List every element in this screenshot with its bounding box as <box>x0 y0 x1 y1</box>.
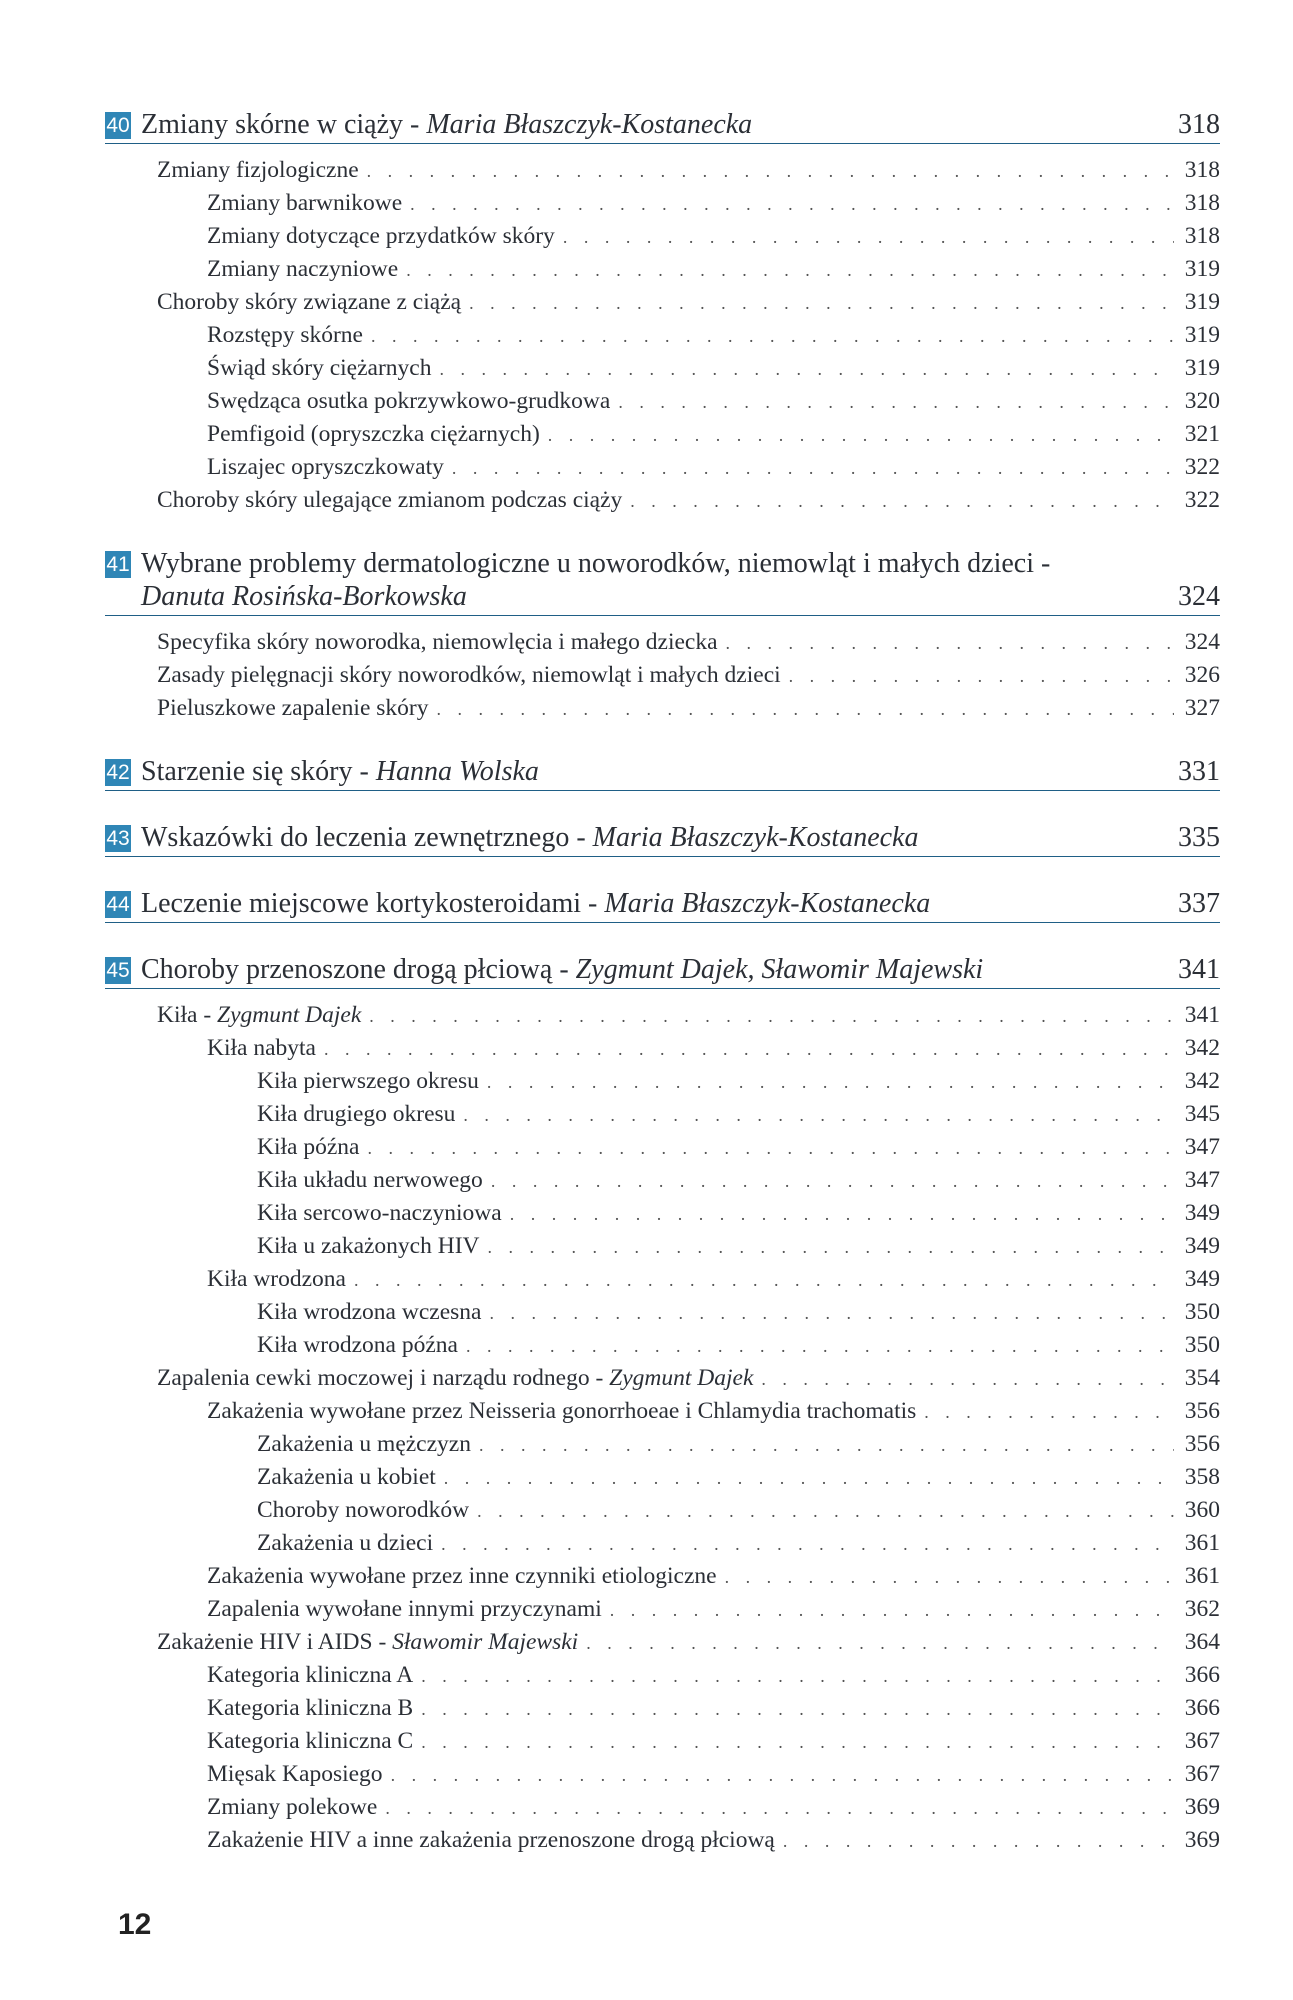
dot-leader <box>630 485 1174 518</box>
dot-leader <box>477 1495 1174 1528</box>
toc-entry-text: Pieluszkowe zapalenie skóry <box>157 695 429 721</box>
toc-entry-page: 322 <box>1184 454 1220 480</box>
toc-entry[interactable] <box>105 1527 1220 1560</box>
toc-entry-page: 362 <box>1184 1596 1220 1622</box>
toc-entry-text: Kiła u zakażonych HIV <box>257 1233 480 1259</box>
toc-entry[interactable] <box>105 187 1220 220</box>
chapter-title-text: Wskazówki do leczenia zewnętrznego - <box>141 822 593 853</box>
toc-entry-page: 360 <box>1184 1497 1220 1523</box>
toc-entry-page: 319 <box>1184 289 1220 315</box>
toc-entry-text: Liszajec opryszczkowaty <box>207 454 444 480</box>
dot-leader <box>610 1594 1174 1627</box>
toc-entry-page: 341 <box>1184 1002 1220 1028</box>
dot-leader <box>487 1066 1174 1099</box>
toc-entry[interactable] <box>105 1791 1220 1824</box>
chapter-title-text: Zmiany skórne w ciąży - <box>141 109 427 140</box>
toc-entry[interactable] <box>105 352 1220 385</box>
toc-entry-label <box>257 1098 455 1131</box>
toc-entry-label <box>207 418 540 451</box>
chapter-heading[interactable] <box>105 547 1220 616</box>
toc-entry-page: 342 <box>1184 1068 1220 1094</box>
toc-entry-label <box>207 451 444 484</box>
toc-entry-page: 320 <box>1184 388 1220 414</box>
dot-leader <box>391 1759 1174 1792</box>
toc-entry-page: 349 <box>1184 1266 1220 1292</box>
chapter-heading[interactable] <box>105 821 1220 857</box>
toc-entry-page: 366 <box>1184 1695 1220 1721</box>
toc-entry[interactable] <box>105 659 1220 692</box>
toc-entry-text: Zasady pielęgnacji skóry noworodków, niemowląt i małych dzieci <box>157 662 781 688</box>
toc-entry-text: Kiła układu nerwowego <box>257 1167 483 1193</box>
toc-entry-text: Zmiany naczyniowe <box>207 256 399 282</box>
chapter-40 <box>105 108 1220 517</box>
toc-entry-text: Choroby skóry ulegające zmianom podczas ciąży <box>157 487 623 513</box>
dot-leader <box>489 1297 1174 1330</box>
toc-entry-page: 349 <box>1184 1233 1220 1259</box>
toc-entry-text: Zapalenia cewki moczowej i narządu rodnego - <box>157 1365 610 1391</box>
chapter-title-text: Leczenie miejscowe kortykosteroidami - <box>141 888 605 919</box>
toc-entry-text: Pemfigoid (opryszczka ciężarnych) <box>207 421 540 447</box>
toc-entry-page: 349 <box>1184 1200 1220 1226</box>
dot-leader <box>479 1429 1174 1462</box>
toc-entry-label <box>207 220 555 253</box>
chapter-heading[interactable] <box>105 953 1220 989</box>
toc-entry-page: 366 <box>1184 1662 1220 1688</box>
toc-entry-page: 319 <box>1184 322 1220 348</box>
toc-entry-text: Zakażenia u mężczyzn <box>257 1431 471 1457</box>
toc-entry-text: Choroby skóry związane z ciążą <box>157 289 462 315</box>
toc-entry-text: Zapalenia wywołane innymi przyczynami <box>207 1596 602 1622</box>
toc-entry-page: 324 <box>1184 629 1220 655</box>
chapter-author: Hanna Wolska <box>375 756 539 787</box>
toc-entry-label <box>257 1131 359 1164</box>
toc-entry-label <box>157 154 359 187</box>
toc-entry-label <box>207 1560 717 1593</box>
toc-entry-page: 369 <box>1184 1794 1220 1820</box>
chapter-title-text: Wybrane problemy dermatologiczne u noworodków, niemowląt i małych dzieci - <box>141 548 1051 579</box>
toc-entry[interactable] <box>105 484 1220 517</box>
dot-leader <box>789 660 1174 693</box>
toc-entry-page: 356 <box>1184 1398 1220 1424</box>
dot-leader <box>436 693 1174 726</box>
toc-entry-label <box>257 1164 483 1197</box>
toc-entry-author: Zygmunt Dajek <box>609 1365 754 1391</box>
chapter-heading[interactable] <box>105 755 1220 791</box>
toc-entry-text: Kiła późna <box>257 1134 360 1160</box>
toc-entry-page: 319 <box>1184 256 1220 282</box>
chapter-page-number: 324 <box>1178 581 1220 612</box>
toc-entry[interactable] <box>105 1197 1220 1230</box>
toc-entry-text: Zmiany dotyczące przydatków skóry <box>207 223 555 249</box>
toc-entry-text: Zakażenie HIV i AIDS - <box>157 1629 393 1655</box>
dot-leader <box>783 1825 1174 1858</box>
toc-entry[interactable] <box>105 1263 1220 1296</box>
dot-leader <box>761 1363 1174 1396</box>
toc-entry-page: 318 <box>1184 157 1220 183</box>
chapter-42 <box>105 755 1220 791</box>
toc-entry[interactable] <box>105 1461 1220 1494</box>
chapter-page-number: 335 <box>1178 822 1220 853</box>
toc-entry[interactable] <box>105 1131 1220 1164</box>
toc-entry-text: Zmiany polekowe <box>207 1794 378 1820</box>
toc-entry-label <box>207 352 431 385</box>
toc-entry-text: Zmiany barwnikowe <box>207 190 403 216</box>
toc-entry-page: 356 <box>1184 1431 1220 1457</box>
dot-leader <box>421 1693 1174 1726</box>
toc-entry-label <box>157 999 361 1032</box>
toc-entry-label <box>207 319 363 352</box>
chapter-title <box>141 821 1220 854</box>
dot-leader <box>371 320 1174 353</box>
toc-entry[interactable] <box>105 692 1220 725</box>
chapter-author: Maria Błaszczyk-Kostanecka <box>604 888 931 919</box>
chapter-page-number: 341 <box>1178 954 1220 985</box>
chapter-title <box>141 887 1220 920</box>
toc-entry[interactable] <box>105 1032 1220 1065</box>
dot-leader <box>439 353 1174 386</box>
toc-entry[interactable] <box>105 1329 1220 1362</box>
chapter-entries <box>105 626 1220 725</box>
toc-entry-text: Zakażenie HIV a inne zakażenia przenoszone drogą płciową <box>207 1827 775 1853</box>
toc-entry-page: 350 <box>1184 1332 1220 1358</box>
toc-entry-text: Kiła wrodzona <box>207 1266 346 1292</box>
dot-leader <box>586 1627 1174 1660</box>
toc-entry[interactable] <box>105 1560 1220 1593</box>
dot-leader <box>441 1528 1174 1561</box>
toc-entry-page: 354 <box>1184 1365 1220 1391</box>
toc-entry-text: Rozstępy skórne <box>207 322 363 348</box>
dot-leader <box>618 386 1174 419</box>
toc-entry[interactable] <box>105 1626 1220 1659</box>
chapter-author: Zygmunt Dajek, Sławomir Majewski <box>575 954 984 985</box>
toc-entry-label <box>157 692 428 725</box>
toc-entry-label <box>207 1032 316 1065</box>
chapter-page-number: 337 <box>1178 888 1220 919</box>
page-number: 12 <box>118 1908 152 1941</box>
toc-entry-text: Kiła sercowo-naczyniowa <box>257 1200 502 1226</box>
chapter-44 <box>105 887 1220 923</box>
toc-entry-label <box>207 1593 602 1626</box>
toc-entry[interactable] <box>105 286 1220 319</box>
toc-entry[interactable] <box>105 385 1220 418</box>
toc-entry[interactable] <box>105 626 1220 659</box>
dot-leader <box>369 1000 1174 1033</box>
toc-entry[interactable] <box>105 1824 1220 1857</box>
toc-entry[interactable] <box>105 1164 1220 1197</box>
toc-entry-label <box>207 253 398 286</box>
dot-leader <box>510 1198 1174 1231</box>
toc-entry-text: Swędząca osutka pokrzywkowo-grudkowa <box>207 388 611 414</box>
toc-entry-page: 367 <box>1184 1761 1220 1787</box>
dot-leader <box>548 419 1174 452</box>
dot-leader <box>385 1792 1174 1825</box>
toc-entry-label <box>207 1791 377 1824</box>
dot-leader <box>488 1231 1174 1264</box>
toc-entry[interactable] <box>105 1692 1220 1725</box>
toc-entry[interactable] <box>105 1428 1220 1461</box>
dot-leader <box>324 1033 1174 1066</box>
toc-entry-label <box>157 626 718 659</box>
toc-entry[interactable] <box>105 253 1220 286</box>
toc-entry-page: 321 <box>1184 421 1220 447</box>
toc-entry-text: Kategoria kliniczna C <box>207 1728 414 1754</box>
chapter-heading[interactable] <box>105 887 1220 923</box>
toc-entry-text: Zakażenia u kobiet <box>257 1464 436 1490</box>
chapter-entries <box>105 999 1220 1857</box>
toc-entry-text: Zakażenia wywołane przez Neisseria gonorrhoeae i Chlamydia trachomatis <box>207 1398 917 1424</box>
toc-entry-label <box>207 385 610 418</box>
dot-leader <box>469 287 1174 320</box>
chapter-author: Danuta Rosińska-Borkowska <box>141 581 467 612</box>
toc-entry-page: 358 <box>1184 1464 1220 1490</box>
toc-entry-text: Zmiany fizjologiczne <box>157 157 359 183</box>
chapter-number-badge: 44 <box>106 893 130 916</box>
toc-entry-label <box>257 1428 471 1461</box>
toc-entry-label <box>157 1362 753 1395</box>
toc-entry-label <box>207 1659 413 1692</box>
chapter-41 <box>105 547 1220 725</box>
dot-leader <box>421 1726 1174 1759</box>
toc-entry-label <box>207 1692 413 1725</box>
toc-entry-text: Choroby noworodków <box>257 1497 470 1523</box>
toc-entry-author: Zygmunt Dajek <box>217 1002 362 1028</box>
chapter-title-text: Choroby przenoszone drogą płciową - <box>141 954 576 985</box>
chapter-number-badge: 43 <box>106 827 130 850</box>
toc-entry-label <box>157 659 781 692</box>
table-of-contents <box>105 108 1220 1887</box>
chapter-43 <box>105 821 1220 857</box>
toc-entry-label <box>157 286 461 319</box>
toc-entry-label <box>207 1758 383 1791</box>
toc-entry-text: Kategoria kliniczna A <box>207 1662 414 1688</box>
toc-entry[interactable] <box>105 1758 1220 1791</box>
toc-entry-label <box>257 1065 479 1098</box>
dot-leader <box>563 221 1174 254</box>
chapter-title <box>141 755 1220 788</box>
toc-entry-page: 361 <box>1184 1563 1220 1589</box>
chapter-author: Maria Błaszczyk-Kostanecka <box>426 109 753 140</box>
dot-leader <box>924 1396 1174 1429</box>
toc-entry-label <box>257 1461 436 1494</box>
dot-leader <box>410 188 1174 221</box>
toc-entry-text: Mięsak Kaposiego <box>207 1761 383 1787</box>
toc-entry-label <box>257 1527 433 1560</box>
toc-entry[interactable] <box>105 999 1220 1032</box>
toc-entry-text: Świąd skóry ciężarnych <box>207 355 432 381</box>
toc-entry-text: Kiła - <box>157 1002 218 1028</box>
toc-entry-page: 342 <box>1184 1035 1220 1061</box>
chapter-number-badge: 41 <box>106 553 130 576</box>
toc-entry-text: Kiła wrodzona wczesna <box>257 1299 482 1325</box>
chapter-title <box>141 108 1220 141</box>
toc-entry[interactable] <box>105 1362 1220 1395</box>
toc-entry[interactable] <box>105 1593 1220 1626</box>
toc-entry-text: Specyfika skóry noworodka, niemowlęcia i małego dziecka <box>157 629 718 655</box>
chapter-title-text: Starzenie się skóry - <box>141 756 376 787</box>
dot-leader <box>466 1330 1174 1363</box>
toc-entry-page: 367 <box>1184 1728 1220 1754</box>
toc-entry-label <box>257 1197 502 1230</box>
toc-entry-label <box>257 1296 481 1329</box>
toc-entry[interactable] <box>105 1296 1220 1329</box>
chapter-author: Maria Błaszczyk-Kostanecka <box>592 822 919 853</box>
toc-entry-page: 361 <box>1184 1530 1220 1556</box>
toc-entry-page: 318 <box>1184 190 1220 216</box>
toc-entry[interactable] <box>105 1494 1220 1527</box>
chapter-number-badge: 42 <box>106 761 130 784</box>
dot-leader <box>354 1264 1174 1297</box>
toc-entry-page: 322 <box>1184 487 1220 513</box>
chapter-entries <box>105 154 1220 517</box>
chapter-number-badge: 45 <box>106 959 130 982</box>
dot-leader <box>421 1660 1174 1693</box>
toc-entry-page: 345 <box>1184 1101 1220 1127</box>
toc-entry[interactable] <box>105 154 1220 187</box>
toc-entry[interactable] <box>105 418 1220 451</box>
toc-entry-label <box>157 484 622 517</box>
toc-entry-page: 327 <box>1184 695 1220 721</box>
toc-entry-page: 350 <box>1184 1299 1220 1325</box>
dot-leader <box>491 1165 1174 1198</box>
chapter-heading[interactable] <box>105 108 1220 144</box>
dot-leader <box>452 452 1174 485</box>
toc-entry-text: Kiła pierwszego okresu <box>257 1068 479 1094</box>
chapter-45 <box>105 953 1220 1857</box>
toc-entry-text: Kiła wrodzona późna <box>257 1332 458 1358</box>
dot-leader <box>463 1099 1174 1132</box>
chapter-title <box>141 547 1220 613</box>
toc-entry[interactable] <box>105 1098 1220 1131</box>
toc-entry-page: 319 <box>1184 355 1220 381</box>
toc-entry-label <box>207 1725 413 1758</box>
dot-leader <box>726 627 1174 660</box>
toc-entry-page: 326 <box>1184 662 1220 688</box>
toc-entry-label <box>257 1329 458 1362</box>
toc-entry-label <box>207 1824 775 1857</box>
toc-entry-page: 347 <box>1184 1134 1220 1160</box>
toc-entry-author: Sławomir Majewski <box>392 1629 579 1655</box>
toc-entry-label <box>157 1626 578 1659</box>
toc-entry-label <box>257 1230 480 1263</box>
toc-entry-label <box>207 1263 346 1296</box>
dot-leader <box>406 254 1174 287</box>
toc-entry-page: 347 <box>1184 1167 1220 1193</box>
dot-leader <box>444 1462 1174 1495</box>
toc-entry-page: 369 <box>1184 1827 1220 1853</box>
toc-entry[interactable] <box>105 1230 1220 1263</box>
toc-entry[interactable] <box>105 1065 1220 1098</box>
toc-entry[interactable] <box>105 451 1220 484</box>
toc-entry-text: Zakażenia u dzieci <box>257 1530 434 1556</box>
chapter-title <box>141 953 1220 986</box>
chapter-page-number: 331 <box>1178 756 1220 787</box>
toc-entry[interactable] <box>105 1659 1220 1692</box>
toc-entry-text: Kategoria kliniczna B <box>207 1695 414 1721</box>
dot-leader <box>367 1132 1174 1165</box>
toc-entry-text: Kiła nabyta <box>207 1035 316 1061</box>
dot-leader <box>725 1561 1174 1594</box>
toc-entry[interactable] <box>105 1395 1220 1428</box>
toc-entry-page: 364 <box>1184 1629 1220 1655</box>
toc-entry[interactable] <box>105 220 1220 253</box>
chapter-number-badge: 40 <box>106 114 130 137</box>
toc-entry-text: Zakażenia wywołane przez inne czynniki etiologiczne <box>207 1563 717 1589</box>
dot-leader <box>367 155 1174 188</box>
toc-entry-label <box>207 187 402 220</box>
toc-entry-label <box>207 1395 916 1428</box>
chapter-page-number: 318 <box>1178 109 1220 140</box>
toc-entry-text: Kiła drugiego okresu <box>257 1101 456 1127</box>
toc-entry-label <box>257 1494 469 1527</box>
toc-entry[interactable] <box>105 319 1220 352</box>
toc-entry[interactable] <box>105 1725 1220 1758</box>
toc-entry-page: 318 <box>1184 223 1220 249</box>
